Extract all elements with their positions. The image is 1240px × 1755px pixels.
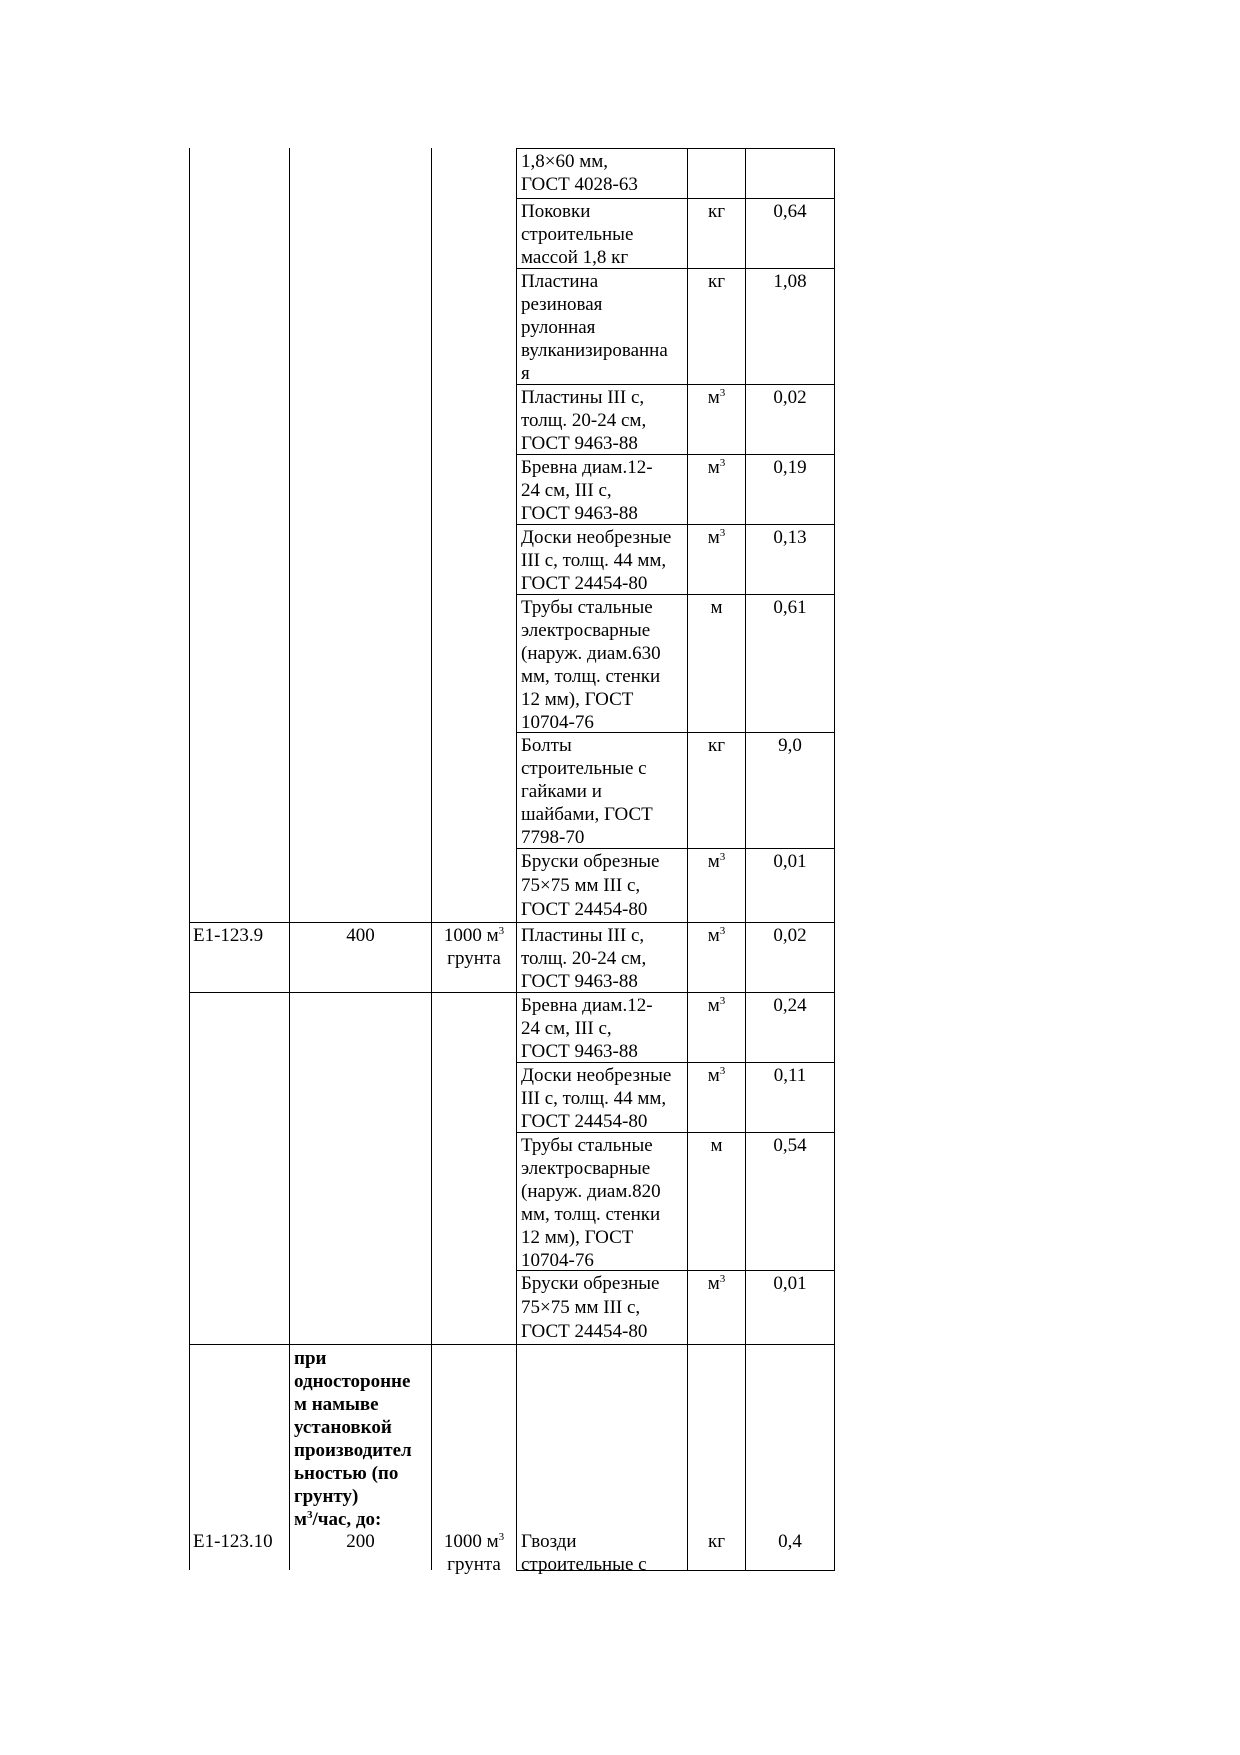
unit-cell: $м^3$ [707,1273,726,1294]
material-cell: Бревна диам.12- 24 см, III с, ГОСТ 9463-88 [521,995,653,1062]
code-cell: Е1-123.10 [193,1531,273,1552]
row-rule [516,148,835,149]
unit-cell: $м^3$ [707,851,726,872]
unit-cell: кг [707,735,726,756]
quantity-cell: 0,11 [773,1065,807,1086]
row-rule [189,992,289,993]
quantity-cell: 0,02 [773,387,807,408]
material-cell: Доски необрезные III с, толщ. 44 мм, ГОСТ 24454-80 [521,1065,672,1132]
quantity-cell: 0,4 [778,1531,802,1552]
col-rule-4 [516,148,517,1570]
material-cell: Болты строительные с гайками и шайбами, ГОСТ 7798-70 [521,735,653,848]
unit-cell: $м^3$ [707,387,726,408]
quantity-cell: 0,64 [773,201,807,222]
material-cell: Поковки строительные массой 1,8 кг [521,201,634,268]
measure-cell: 1000 $м^3$ грунта [443,925,505,969]
unit-cell: $м^3$ [707,457,726,478]
capacity-cell: 400 [346,925,375,946]
quantity-cell: 0,02 [773,925,807,946]
unit-cell: $м^3$ [707,1065,726,1086]
quantity-cell: 0,01 [773,1273,807,1294]
material-cell: 1,8×60 мм, ГОСТ 4028-63 [521,151,638,195]
row-rule-full [189,922,835,923]
row-rule [431,992,516,993]
quantity-cell: 0,61 [773,597,807,618]
material-cell: Бревна диам.12- 24 см, III с, ГОСТ 9463-88 [521,457,653,524]
unit-cell: $м^3$ [707,995,726,1016]
quantity-cell: 0,19 [773,457,807,478]
quantity-cell: 0,24 [773,995,807,1016]
material-cell: Трубы стальные электросварные (наруж. диам.630 мм, толщ. стенки 12 мм), ГОСТ 10704-76 [521,597,661,733]
unit-cell: м [710,1135,723,1156]
col-rule-1 [189,148,190,1570]
col-rule-7 [834,148,835,1570]
unit-cell: $м^3$ [707,925,726,946]
material-cell: Пластины III с, толщ. 20-24 см, ГОСТ 9463-88 [521,925,647,992]
unit-cell: кг [707,1531,726,1552]
material-cell: Трубы стальные электросварные (наруж. диам.820 мм, толщ. стенки 12 мм), ГОСТ 10704-76 [521,1135,661,1271]
row-rule [289,992,431,993]
material-cell: Пластина резиновая рулонная вулканизированна я [521,271,668,384]
quantity-cell: 0,01 [773,851,807,872]
unit-cell: $м^3$ [707,527,726,548]
col-rule-3 [431,148,432,1570]
code-cell: Е1-123.9 [193,925,264,946]
quantity-cell: 1,08 [773,271,807,292]
unit-cell: м [710,597,723,618]
section-heading: при односторонне м намыве установкой производител ьностью (по грунту) $м^3$/час, до: [294,1348,412,1530]
quantity-cell: 0,13 [773,527,807,548]
unit-cell: кг [707,271,726,292]
material-cell: Бруски обрезные 75×75 мм III с, ГОСТ 24454-80 [521,1273,660,1342]
material-cell: Гвозди строительные с [521,1531,647,1575]
col-rule-2 [289,148,290,1570]
unit-cell: кг [707,201,726,222]
measure-cell: 1000 $м^3$ грунта [443,1531,505,1575]
material-cell: Доски необрезные III с, толщ. 44 мм, ГОСТ 24454-80 [521,527,672,594]
quantity-cell: 9,0 [778,735,802,756]
quantity-cell: 0,54 [773,1135,807,1156]
material-cell: Бруски обрезные 75×75 мм III с, ГОСТ 24454-80 [521,851,660,920]
row-rule-full [189,1344,835,1345]
row-rule [516,198,835,199]
capacity-cell: 200 [346,1531,375,1552]
material-cell: Пластины III с, толщ. 20-24 см, ГОСТ 9463-88 [521,387,647,454]
